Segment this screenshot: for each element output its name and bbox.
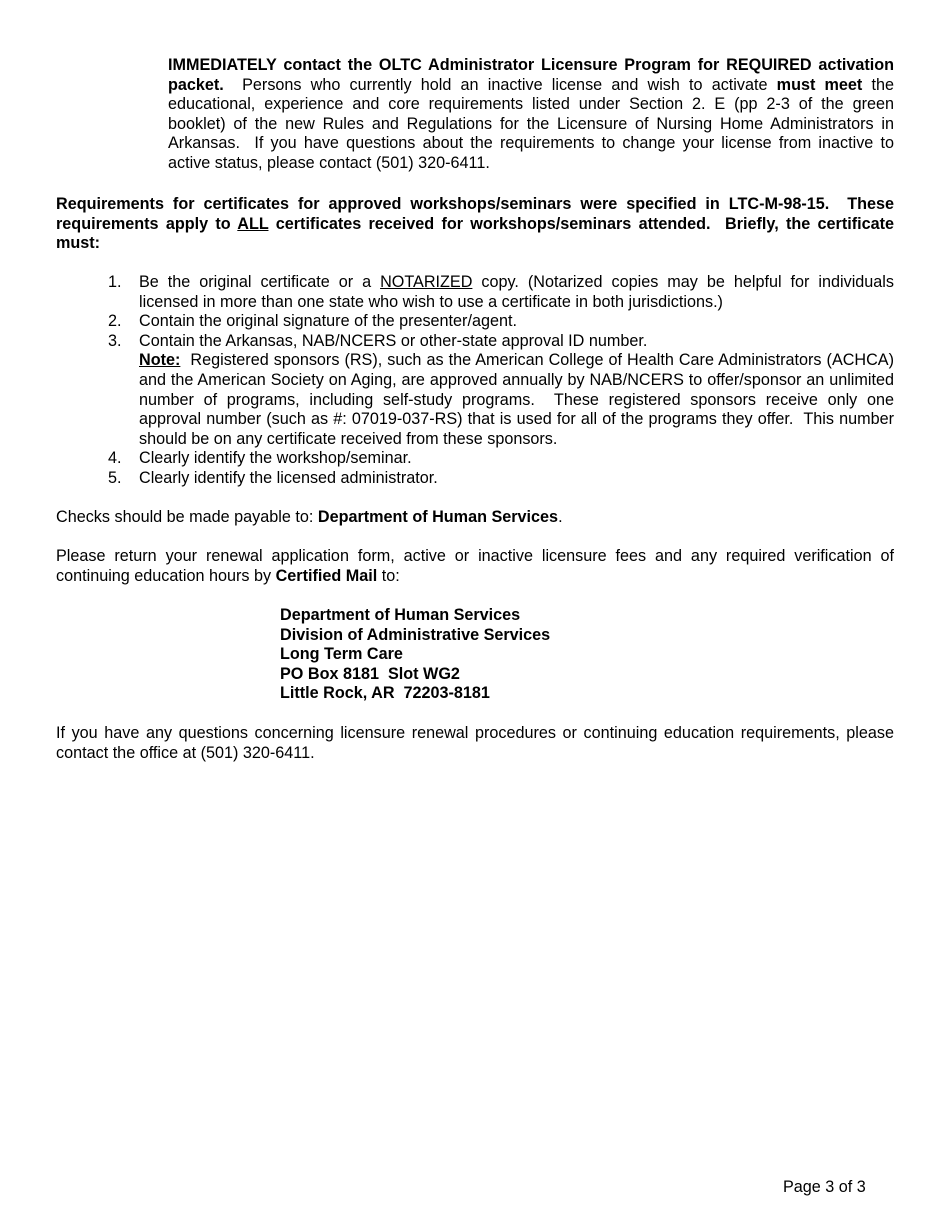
address-line: Long Term Care xyxy=(280,645,403,664)
list-item-text xyxy=(139,331,899,450)
return-instructions-paragraph xyxy=(56,547,899,586)
item-text: Be the original certificate or a xyxy=(139,273,381,291)
return-text: Please return your renewal application form, active or inactive licensure fees and any required verification of continuing education hours by xyxy=(56,547,899,585)
all-emphasis: ALL xyxy=(237,214,269,233)
list-item-text xyxy=(139,273,894,312)
activation-text: Persons who currently hold an inactive license and wish to activate xyxy=(223,75,777,94)
list-item xyxy=(108,273,894,312)
list-item-text: Clearly identify the licensed administrator. xyxy=(139,468,438,487)
list-number: 5. xyxy=(108,468,122,487)
list-item xyxy=(108,449,894,469)
checks-text: Checks should be made payable to: xyxy=(56,508,318,526)
list-item-text: Contain the original signature of the presenter/agent. xyxy=(139,312,517,331)
requirements-text: Requirements for certificates for approved workshops/seminars were specified in LTC-M-98-15. These requirements apply to xyxy=(56,195,899,233)
list-number: 1. xyxy=(108,273,122,291)
item-text-end: copy. (Notarized copies may be helpful for individuals licensed in more than one state who wish to use a certificate in both jurisdictions.) xyxy=(139,273,894,311)
note-text: Registered sponsors (RS), such as the American College of Health Care Administrators (ACHCA) and the American Society on Aging, are approved annually by NAB/NCERS to offer/sponsor an unlimited number of programs, including self-study programs. These registered sponsors receive only one approval number (such as #: 07019-037-RS) that is used for all of the programs they offer. This number should be on any certificate received from these sponsors. xyxy=(139,351,899,448)
must-meet-emphasis: must meet xyxy=(776,75,863,94)
list-item xyxy=(108,331,899,450)
list-number: 3. xyxy=(108,331,122,350)
payee: Department of Human Services xyxy=(317,508,559,526)
list-item-text: Clearly identify the workshop/seminar. xyxy=(139,449,412,468)
mailing-address xyxy=(280,606,550,704)
list-item xyxy=(108,312,894,332)
checks-payable-line xyxy=(56,508,894,528)
certified-mail-emphasis: Certified Mail xyxy=(275,566,378,585)
activation-heading: IMMEDIATELY contact the OLTC Administrator Licensure Program for REQUIRED activation packet. xyxy=(168,56,894,94)
activation-paragraph xyxy=(168,56,899,174)
address-line: Department of Human Services xyxy=(280,606,521,624)
note-label: Note: xyxy=(139,351,181,370)
list-number: 2. xyxy=(108,312,122,331)
page-number: Page 3 of 3 xyxy=(783,1178,866,1196)
requirements-text-end: certificates received for workshops/seminars attended. Briefly, the certificate must: xyxy=(56,214,899,253)
return-end: to: xyxy=(377,566,400,585)
address-line: Division of Administrative Services xyxy=(280,625,551,644)
certificate-requirements-paragraph xyxy=(56,195,899,254)
list-number: 4. xyxy=(108,449,122,468)
notarized-emphasis: NOTARIZED xyxy=(380,273,473,291)
questions-paragraph: If you have any questions concerning licensure renewal procedures or continuing education requirements, please contact the office at (501) 320-6411. xyxy=(56,724,894,762)
certificate-requirements-list xyxy=(108,273,899,489)
address-line: Little Rock, AR 72203-8181 xyxy=(280,684,490,703)
activation-requirements-text: the educational, experience and core requirements listed under Section 2. E (pp 2-3 of the green booklet) of the new Rules and Regulations for the Licensure of Nursing Home Administrators in Arkansas. If you have questions about the requirements to change your license from inactive to active status, please contact (501) 320-6411. xyxy=(168,75,899,172)
address-line: PO Box 8181 Slot WG2 xyxy=(280,664,460,683)
checks-end: . xyxy=(558,508,563,526)
list-item xyxy=(108,469,894,489)
item-text: Contain the Arkansas, NAB/NCERS or other-state approval ID number. xyxy=(139,331,648,350)
